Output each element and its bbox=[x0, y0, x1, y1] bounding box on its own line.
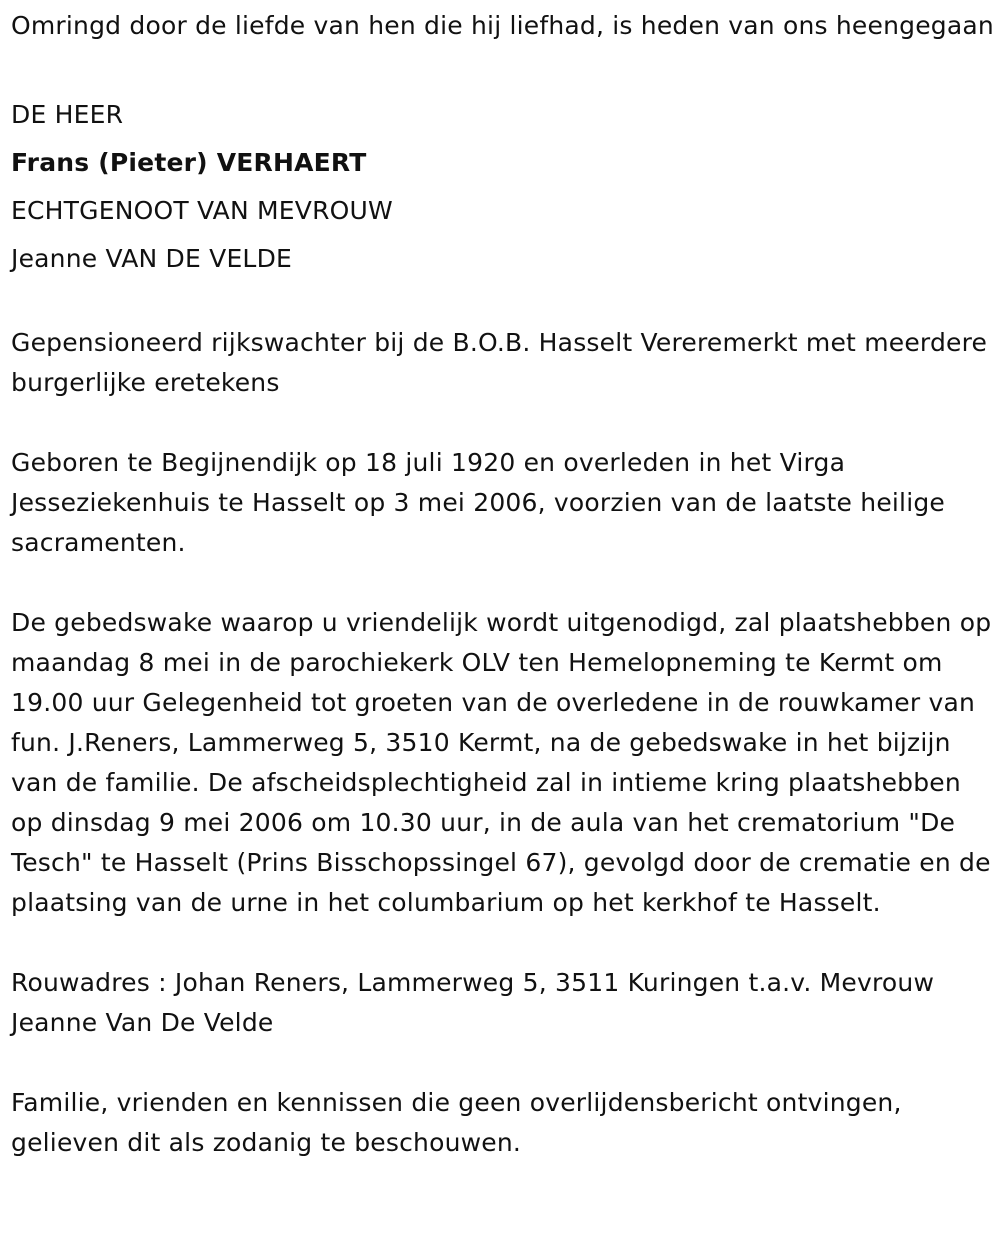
spouse-prefix: ECHTGENOOT VAN MEVROUW bbox=[11, 196, 393, 225]
spacer bbox=[11, 403, 1000, 443]
spacer bbox=[11, 1043, 1000, 1083]
deceased-name: Frans (Pieter) VERHAERT bbox=[11, 148, 367, 177]
salutation: DE HEER bbox=[11, 100, 124, 129]
spacer bbox=[11, 923, 1000, 963]
intro-text: Omringd door de liefde van hen die hij liefhad, is heden van ons heengegaan bbox=[11, 11, 994, 40]
deceased-title-group bbox=[11, 91, 1000, 283]
spacer bbox=[11, 283, 1000, 323]
spouse-name: Jeanne VAN DE VELDE bbox=[11, 244, 293, 273]
profession-text: Gepensioneerd rijkswachter bij de B.O.B. Hasselt Vereremerkt met meerdere burgerlijke eretekens bbox=[11, 328, 988, 397]
spacer bbox=[11, 563, 1000, 603]
closing-text: Familie, vrienden en kennissen die geen overlijdensbericht ontvingen, gelieven dit als zodanig te beschouwen. bbox=[11, 1088, 902, 1157]
ceremony-text: De gebedswake waarop u vriendelijk wordt uitgenodigd, zal plaatshebben op maandag 8 mei in de parochiekerk OLV ten Hemelopneming te Kermt om 19.00 uur Gelegenheid tot groeten van de overledene in de rouwkamer van fun. J.Reners, Lammerweg 5, 3510 Kermt, na de gebedswake in het bijzijn van de familie. De afscheidsplechtigheid zal in intieme kring plaatshebben op dinsdag 9 mei 2006 om 10.30 uur, in de aula van het crematorium "De Tesch" te Hasselt (Prins Bisschopssingel 67), gevolgd door de crematie en de plaatsing van de urne in het columbarium op het kerkhof te Hasselt. bbox=[11, 608, 992, 917]
spacer bbox=[11, 46, 1000, 86]
mourning-address: Rouwadres : Johan Reners, Lammerweg 5, 3511 Kuringen t.a.v. Mevrouw Jeanne Van De Velde bbox=[11, 968, 935, 1037]
birth-death-text: Geboren te Begijnendijk op 18 juli 1920 en overleden in het Virga Jesseziekenhuis te Hasselt op 3 mei 2006, voorzien van de laatste heilige sacramenten. bbox=[11, 448, 945, 557]
